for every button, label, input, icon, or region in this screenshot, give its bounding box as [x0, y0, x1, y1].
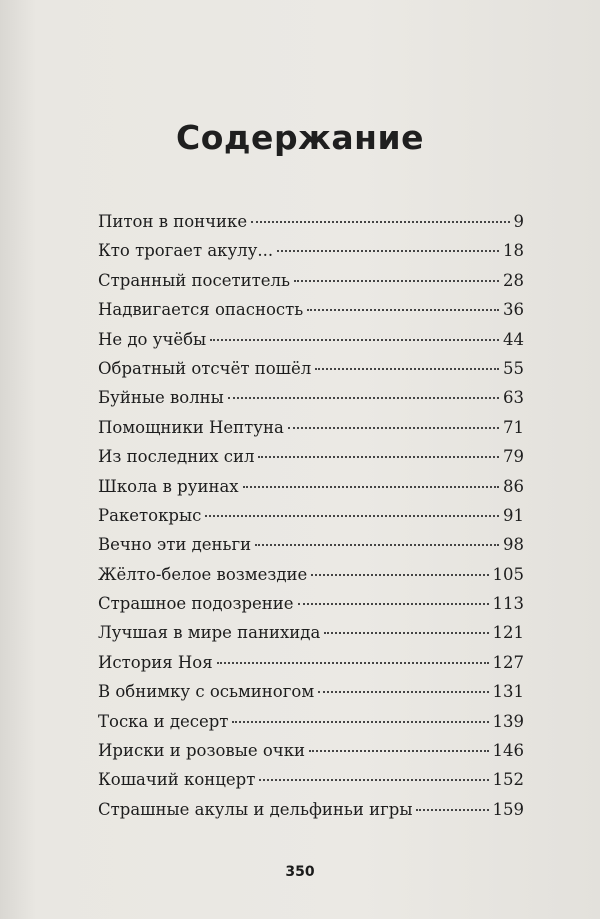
- toc-entry: [98, 418, 524, 447]
- dot-leader: [255, 544, 499, 546]
- dot-leader: [298, 603, 489, 605]
- dot-leader: [307, 309, 499, 311]
- toc-entry-title: Страшные акулы и дельфиньи игры: [98, 799, 413, 819]
- dot-leader: [318, 691, 488, 693]
- toc-entry-page: 131: [492, 682, 524, 702]
- dot-leader: [294, 280, 499, 282]
- toc-entry-page: 105: [492, 564, 524, 584]
- toc-entry-title: Вечно эти деньги: [98, 535, 252, 555]
- dot-leader: [309, 750, 489, 752]
- toc-entry-title: Буйные волны: [98, 388, 224, 408]
- dot-leader: [324, 632, 488, 634]
- toc-entry-page: 28: [503, 270, 524, 290]
- toc-entry-title: История Ноя: [98, 652, 213, 672]
- toc-entry-page: 146: [492, 741, 524, 761]
- dot-leader: [251, 221, 509, 223]
- toc-entry-title: Надвигается опасность: [98, 300, 304, 320]
- toc-entry-title: Обратный отсчёт пошёл: [98, 358, 312, 378]
- dot-leader: [315, 368, 499, 370]
- dot-leader: [232, 721, 488, 723]
- toc-entry-page: 121: [492, 623, 524, 643]
- dot-leader: [205, 515, 499, 517]
- toc-entry-title: Кто трогает акулу...: [98, 241, 274, 261]
- toc-entry: [98, 565, 524, 594]
- toc-entry: [98, 623, 524, 652]
- toc-entry: [98, 300, 524, 329]
- toc-entry-page: 152: [492, 770, 524, 790]
- toc-entry-title: Помощники Нептуна: [98, 417, 284, 437]
- toc-entry-page: 139: [492, 711, 524, 731]
- toc-entry-title: Жёлто-белое возмездие: [98, 564, 308, 584]
- toc-entry-title: Не до учёбы: [98, 329, 207, 349]
- toc-entry-page: 9: [513, 212, 524, 231]
- dot-leader: [243, 486, 499, 488]
- dot-leader: [217, 662, 489, 664]
- dot-leader: [416, 809, 488, 811]
- toc-entry-title: Кошачий концерт: [98, 770, 256, 790]
- toc-entry-title: Лучшая в мире панихида: [98, 623, 321, 643]
- toc-entry-page: 127: [492, 652, 524, 672]
- toc-entry: [98, 506, 524, 535]
- toc-entry-page: 79: [503, 447, 524, 467]
- toc-entry-page: 18: [503, 241, 524, 261]
- toc-entry: [98, 594, 524, 623]
- page-number: 350: [285, 864, 315, 880]
- toc-entry-title: Тоска и десерт: [98, 711, 229, 731]
- dot-leader: [288, 427, 499, 429]
- toc-entry-title: Странный посетитель: [98, 270, 290, 290]
- dot-leader: [259, 779, 488, 781]
- toc-entry-page: 159: [492, 799, 524, 819]
- toc-entry-title: Школа в руинах: [98, 476, 239, 496]
- toc-entry: [98, 770, 524, 799]
- dot-leader: [210, 339, 499, 341]
- toc-entry: [98, 682, 524, 711]
- toc-entry: [98, 241, 524, 270]
- toc-entry-title: Ракетокрыс: [98, 505, 202, 525]
- dot-leader: [258, 456, 499, 458]
- toc-entry-page: 63: [503, 388, 524, 408]
- toc-entry-title: Страшное подозрение: [98, 594, 294, 614]
- toc-entry-page: 91: [503, 505, 524, 525]
- toc-entry: [98, 477, 524, 506]
- toc-entry: [98, 359, 524, 388]
- toc-entry: [98, 212, 524, 241]
- toc-entry: [98, 653, 524, 682]
- dot-leader: [277, 250, 499, 252]
- toc-entry: [98, 712, 524, 741]
- toc-entry-title: В обнимку с осьминогом: [98, 682, 315, 702]
- toc-entry-page: 36: [503, 300, 524, 320]
- toc-entry-title: Из последних сил: [98, 447, 255, 467]
- toc-entry-page: 44: [503, 329, 524, 349]
- toc-entry-page: 98: [503, 535, 524, 555]
- toc-entry: [98, 741, 524, 770]
- toc-entry-title: Питон в пончике: [98, 212, 248, 231]
- dot-leader: [311, 574, 488, 576]
- toc-entry: [98, 447, 524, 476]
- toc-entry-title: Ириски и розовые очки: [98, 741, 305, 761]
- toc-entry: [98, 800, 524, 829]
- toc-entry: [98, 271, 524, 300]
- toc-entry-page: 55: [503, 358, 524, 378]
- toc-entry-page: 71: [503, 417, 524, 437]
- table-of-contents: [98, 212, 524, 829]
- toc-entry: [98, 535, 524, 564]
- toc-entry-page: 113: [492, 594, 524, 614]
- toc-entry: [98, 330, 524, 359]
- page-title: Содержание: [176, 118, 424, 157]
- toc-entry: [98, 388, 524, 417]
- dot-leader: [228, 397, 499, 399]
- toc-entry-page: 86: [503, 476, 524, 496]
